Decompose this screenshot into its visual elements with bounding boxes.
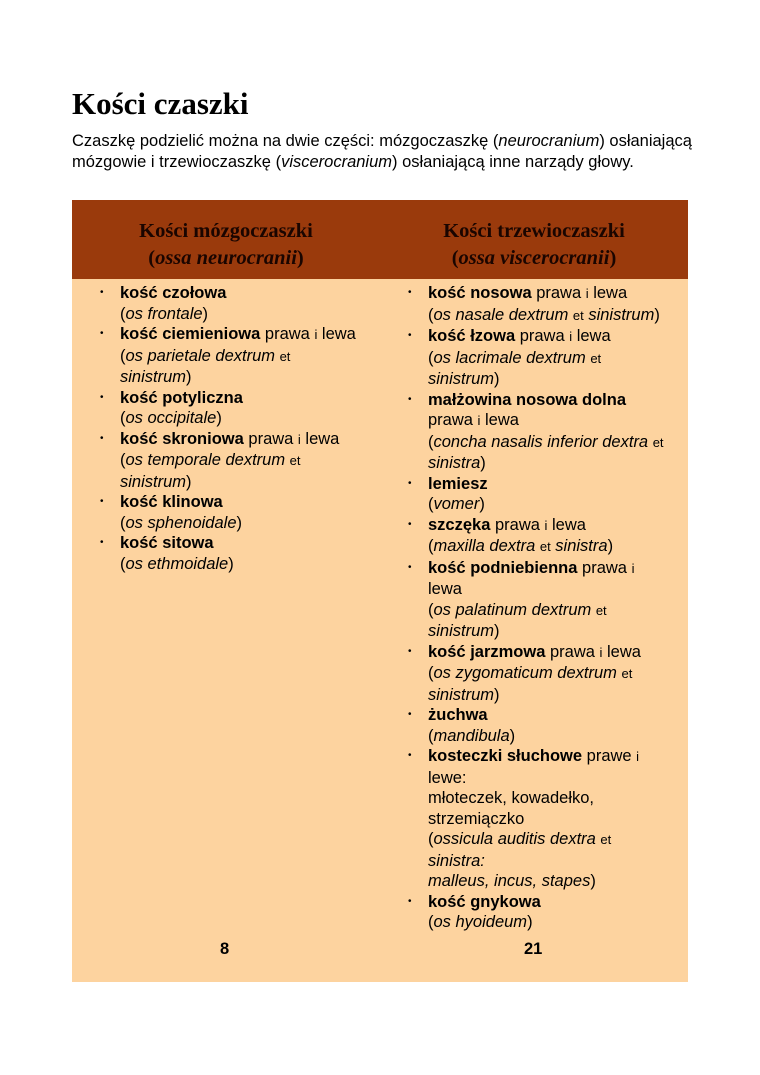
text-segment: os ethmoidale <box>125 554 229 573</box>
item-line <box>428 663 664 685</box>
list-item <box>408 283 664 326</box>
text-segment: i <box>314 327 318 342</box>
text-segment: kość podniebienna <box>428 558 578 577</box>
text-segment: kosteczki słuchowe <box>428 747 583 765</box>
item-line <box>428 705 664 726</box>
text-segment: kość klinowa <box>120 493 223 511</box>
text-segment: sinistra: <box>428 851 485 870</box>
list-item <box>100 388 356 429</box>
text-segment: lemiesz <box>428 474 488 493</box>
text-segment: ) <box>494 622 500 640</box>
text-segment: sinistra <box>428 454 481 472</box>
header-latin: (ossa neurocranii) <box>148 247 304 269</box>
list-item <box>100 429 356 493</box>
text-segment: lewa <box>547 515 586 534</box>
item-line <box>120 513 356 534</box>
bullet-icon: • <box>408 393 412 405</box>
text-segment: ( <box>120 346 126 365</box>
item-line <box>428 536 664 558</box>
item-line <box>428 685 664 706</box>
item-line <box>120 346 356 368</box>
text-segment: sinistra <box>550 537 608 555</box>
text-segment: ) <box>494 370 500 388</box>
item-line <box>120 492 356 513</box>
text-segment: młoteczek, kowadełko, <box>428 789 594 807</box>
bones-table <box>72 200 688 982</box>
text-segment: ( <box>428 830 434 848</box>
text-segment: ) <box>228 554 234 573</box>
bullet-icon: • <box>408 330 412 341</box>
text-segment: ) <box>216 409 222 427</box>
text-segment: ) <box>479 495 485 513</box>
item-line <box>428 432 664 454</box>
list-item <box>408 474 664 515</box>
text-segment: ( <box>120 513 126 532</box>
text-segment: ( <box>428 305 434 324</box>
text-segment: et <box>572 307 584 323</box>
text-segment: lewa <box>480 411 519 429</box>
text-segment: os occipitale <box>125 409 217 427</box>
text-segment: sinistrum <box>428 685 495 704</box>
item-line <box>428 746 664 768</box>
table-header <box>72 200 688 279</box>
bullet-icon: • <box>100 328 104 339</box>
text-segment: i <box>585 286 589 301</box>
text-segment: ) <box>202 304 209 323</box>
text-segment: małżowina nosowa dolna <box>428 390 627 409</box>
text-segment: os sphenoidale <box>125 513 237 532</box>
text-segment: ) osłaniającą inne narządy głowy. <box>392 152 634 171</box>
list-item <box>100 533 356 574</box>
item-line <box>428 494 664 515</box>
text-segment: kość sitowa <box>120 534 214 552</box>
item-line <box>428 621 664 642</box>
item-line <box>428 726 664 747</box>
item-line <box>120 408 356 429</box>
bullet-icon: • <box>100 496 104 507</box>
text-segment: lewa <box>317 325 356 343</box>
bullet-icon: • <box>408 287 412 298</box>
bullet-icon: • <box>408 518 412 530</box>
text-segment: i <box>636 749 640 764</box>
text-segment: ( <box>428 664 434 682</box>
item-line <box>428 515 664 537</box>
text-segment: lewa <box>588 284 628 302</box>
text-segment: ( <box>428 537 434 555</box>
text-segment: i <box>599 644 603 660</box>
text-segment: ( <box>120 451 126 469</box>
text-segment: lewe: <box>428 768 467 787</box>
text-segment: i <box>631 560 635 576</box>
text-segment: os nasale dextrum <box>433 305 573 324</box>
item-line <box>120 283 356 304</box>
text-segment: żuchwa <box>428 706 488 724</box>
text-segment: Czaszkę podzielić można na dwie części: mózgoczaszkę ( <box>72 132 499 150</box>
item-line <box>428 892 664 913</box>
header-latin: (ossa viscerocranii) <box>451 247 617 269</box>
page-title: Kości czaszki <box>72 86 249 121</box>
item-line <box>428 283 664 305</box>
text-segment: ( <box>428 726 434 745</box>
item-line <box>428 348 664 370</box>
item-line <box>428 912 664 933</box>
text-segment: et <box>595 602 607 618</box>
list-item <box>100 492 356 533</box>
bullet-icon: • <box>100 287 104 298</box>
header-viscerocranium <box>380 218 688 272</box>
text-segment: concha nasalis inferior dextra <box>433 432 653 451</box>
bullet-icon: • <box>408 709 412 720</box>
bullet-icon: • <box>100 537 104 548</box>
text-segment: et <box>652 434 664 450</box>
text-segment: prawe <box>582 747 637 765</box>
text-segment: lewa <box>428 580 462 598</box>
text-segment: kość potyliczna <box>120 388 243 407</box>
text-segment: ) <box>494 685 500 704</box>
text-segment: kość nosowa <box>428 284 532 302</box>
item-line <box>120 324 356 346</box>
text-segment: prawa <box>545 642 600 661</box>
item-line <box>428 871 664 892</box>
item-line <box>428 851 664 872</box>
item-line <box>120 367 356 388</box>
text-segment: i <box>477 413 481 428</box>
text-segment: ) <box>186 472 192 491</box>
list-item <box>408 746 664 892</box>
text-segment: prawa <box>531 284 586 302</box>
text-segment: ossicula auditis dextra <box>433 830 601 848</box>
text-segment: i <box>569 329 573 344</box>
list-item <box>408 558 664 642</box>
item-line <box>120 533 356 554</box>
text-segment: ) <box>480 454 486 472</box>
list-item <box>408 326 664 390</box>
text-segment: ) <box>654 305 660 324</box>
text-segment: ( <box>120 304 126 323</box>
text-segment: kość skroniowa <box>120 429 244 448</box>
item-line <box>428 579 664 600</box>
text-segment: ( <box>428 432 434 451</box>
text-segment: ) <box>590 872 596 890</box>
header-neurocranium <box>72 218 380 272</box>
item-line <box>428 768 664 789</box>
neurocranium-list <box>100 283 356 574</box>
text-segment: ) osłaniającą mózgowie i trzewioczaszkę ( <box>72 132 692 171</box>
text-segment: os frontale <box>125 304 203 323</box>
page-number-right: 21 <box>524 940 543 958</box>
item-line <box>428 369 664 390</box>
bullet-icon: • <box>100 391 104 403</box>
text-segment: szczęka <box>428 515 491 534</box>
text-segment: ) <box>607 537 614 555</box>
bullet-icon: • <box>408 895 412 907</box>
item-line <box>428 453 664 474</box>
text-segment: strzemiączko <box>428 809 525 828</box>
text-segment: lewa <box>602 642 641 661</box>
text-segment: ( <box>120 554 126 573</box>
list-item <box>100 283 356 324</box>
text-segment: ( <box>428 348 434 367</box>
text-segment: et <box>279 348 291 364</box>
item-line <box>120 554 356 575</box>
text-segment: prawa <box>243 429 298 448</box>
text-segment: sinistrum <box>428 370 495 388</box>
text-segment: prawa <box>428 411 478 429</box>
bullet-icon: • <box>408 477 412 489</box>
item-line <box>428 809 664 830</box>
bullet-icon: • <box>100 432 104 444</box>
text-segment: sinistrum <box>120 472 187 491</box>
text-segment: ( <box>120 409 126 427</box>
list-item <box>408 390 664 474</box>
list-item <box>408 892 664 933</box>
text-segment: os lacrimale dextrum <box>433 348 591 367</box>
list-item <box>408 642 664 706</box>
text-segment: kość jarzmowa <box>428 642 546 661</box>
item-line <box>428 410 664 432</box>
list-item <box>408 705 664 746</box>
item-line <box>428 305 664 327</box>
text-segment: et <box>621 666 633 681</box>
text-segment: ) <box>527 913 533 931</box>
text-segment: kość łzowa <box>428 327 516 345</box>
text-segment: vomer <box>433 495 480 513</box>
header-title: Kości trzewioczaszki <box>443 220 625 242</box>
text-segment: kość ciemieniowa <box>120 325 261 343</box>
text-segment: prawa <box>490 515 545 534</box>
text-segment: ( <box>428 913 434 931</box>
text-segment: ( <box>428 495 434 513</box>
text-segment: ) <box>186 368 192 386</box>
text-segment: et <box>289 453 301 468</box>
item-line <box>120 304 356 325</box>
text-segment: malleus, incus, stapes <box>428 872 591 890</box>
text-segment: os palatinum dextrum <box>433 600 596 619</box>
bullet-icon: • <box>408 750 412 761</box>
page-number-left: 8 <box>220 940 230 958</box>
text-segment: os hyoideum <box>433 913 528 931</box>
item-line <box>428 788 664 809</box>
item-line <box>120 388 356 409</box>
text-segment: neurocranium <box>498 132 600 150</box>
item-line <box>428 642 664 664</box>
text-segment: maxilla dextra <box>433 537 540 555</box>
text-segment: ( <box>428 600 434 619</box>
bullet-icon: • <box>408 561 412 573</box>
text-segment: sinistrum <box>583 305 655 324</box>
item-line <box>120 472 356 493</box>
list-item <box>408 515 664 558</box>
text-segment: os parietale dextrum <box>125 346 280 365</box>
text-segment: et <box>539 539 551 554</box>
text-segment: i <box>544 517 548 533</box>
viscerocranium-list <box>408 283 664 933</box>
item-line <box>428 326 664 348</box>
text-segment: viscerocranium <box>281 152 393 171</box>
intro-paragraph <box>72 131 692 172</box>
text-segment: os zygomaticum dextrum <box>433 664 622 682</box>
text-segment: prawa <box>260 325 315 343</box>
text-segment: et <box>600 832 612 847</box>
text-segment: sinistrum <box>428 622 495 640</box>
item-line <box>428 474 664 495</box>
text-segment: ) <box>236 513 243 532</box>
item-line <box>428 390 664 411</box>
text-segment: mandibula <box>433 726 510 745</box>
text-segment: sinistrum <box>120 368 187 386</box>
item-line <box>428 829 664 851</box>
item-line <box>428 558 664 580</box>
text-segment: kość czołowa <box>120 284 227 302</box>
item-line <box>120 450 356 472</box>
text-segment: prawa <box>515 327 570 345</box>
text-segment: prawa <box>577 558 632 577</box>
text-segment: ) <box>509 726 516 745</box>
text-segment: os temporale dextrum <box>125 451 290 469</box>
text-segment: i <box>297 431 301 447</box>
text-segment: kość gnykowa <box>428 892 541 911</box>
item-line <box>428 600 664 622</box>
text-segment: lewa <box>572 327 611 345</box>
bullet-icon: • <box>408 645 412 657</box>
text-segment: et <box>590 350 602 366</box>
text-segment: lewa <box>300 429 340 448</box>
header-title: Kości mózgoczaszki <box>139 220 313 242</box>
list-item <box>100 324 356 388</box>
item-line <box>120 429 356 451</box>
